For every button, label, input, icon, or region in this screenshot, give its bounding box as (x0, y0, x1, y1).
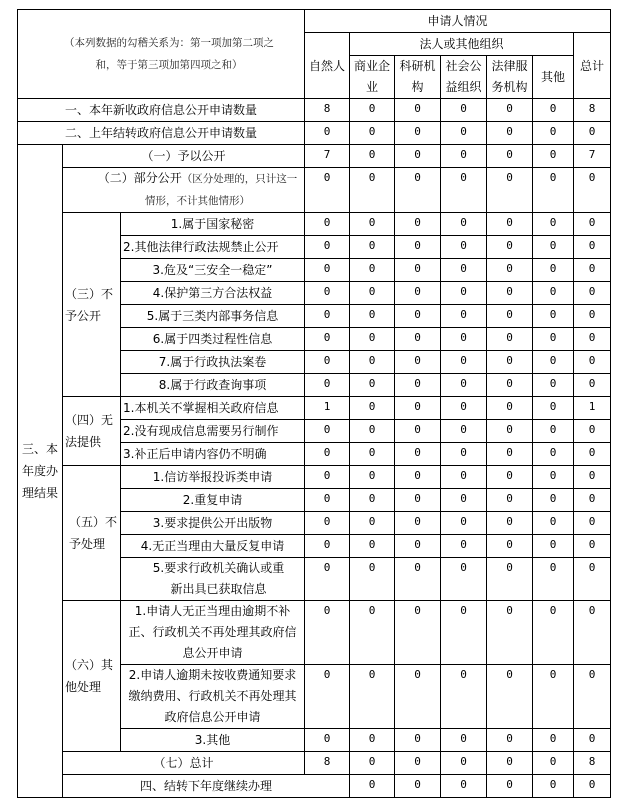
col-total: 总计 (574, 33, 611, 99)
value-cell: 0 (395, 259, 441, 282)
value-cell: 0 (441, 558, 487, 601)
col-commercial: 商业企业 (350, 56, 395, 99)
value-cell: 0 (395, 374, 441, 397)
value-cell: 0 (350, 535, 395, 558)
value-cell: 0 (487, 145, 533, 168)
value-cell: 0 (441, 466, 487, 489)
value-cell: 0 (441, 775, 487, 798)
value-cell: 0 (487, 489, 533, 512)
value-cell: 0 (574, 259, 611, 282)
value-cell: 0 (533, 601, 574, 665)
value-cell: 0 (533, 558, 574, 601)
row-label: 1.属于国家秘密 (121, 213, 305, 236)
value-cell: 0 (441, 489, 487, 512)
value-cell: 0 (574, 122, 611, 145)
row-label: 4.保护第三方合法权益 (121, 282, 305, 305)
row-label: 一、本年新收政府信息公开申请数量 (18, 99, 305, 122)
value-cell: 0 (441, 752, 487, 775)
value-cell: 0 (441, 351, 487, 374)
value-cell: 0 (574, 535, 611, 558)
value-cell: 0 (350, 305, 395, 328)
row-label: 3.要求提供公开出版物 (121, 512, 305, 535)
value-cell: 0 (574, 601, 611, 665)
value-cell: 0 (533, 752, 574, 775)
value-cell: 0 (441, 259, 487, 282)
row-label: （七）总计 (63, 752, 305, 775)
value-cell: 0 (350, 168, 395, 213)
value-cell: 0 (487, 351, 533, 374)
value-cell: 0 (350, 489, 395, 512)
value-cell: 0 (350, 775, 395, 798)
value-cell: 0 (305, 328, 350, 351)
value-cell: 0 (487, 99, 533, 122)
table-row (18, 145, 611, 168)
row-label: 2.申请人逾期未按收费通知要求缴纳费用、行政机关不再处理其政府信息公开申请 (121, 665, 305, 729)
value-cell: 0 (395, 282, 441, 305)
value-cell: 0 (395, 512, 441, 535)
partial-note: （区分处理的，只计这一情形，不计其他情形） (145, 173, 298, 207)
value-cell: 0 (574, 374, 611, 397)
value-cell: 0 (487, 259, 533, 282)
col-other: 其他 (533, 56, 574, 99)
value-cell: 0 (533, 535, 574, 558)
row-label: 3.补正后申请内容仍不明确 (121, 443, 305, 466)
value-cell: 0 (487, 374, 533, 397)
value-cell: 0 (395, 775, 441, 798)
group-4-label: （四）无法提供 (63, 397, 121, 466)
value-cell: 0 (441, 374, 487, 397)
value-cell: 0 (487, 328, 533, 351)
value-cell: 0 (487, 665, 533, 729)
value-cell: 0 (395, 420, 441, 443)
value-cell: 0 (305, 535, 350, 558)
value-cell: 0 (487, 729, 533, 752)
table-row (18, 775, 611, 798)
value-cell: 0 (533, 729, 574, 752)
row-label: 3.危及“三安全一稳定” (121, 259, 305, 282)
value-cell: 0 (395, 122, 441, 145)
value-cell: 0 (533, 665, 574, 729)
table-row (18, 752, 611, 775)
value-cell: 0 (574, 351, 611, 374)
value-cell: 0 (574, 729, 611, 752)
value-cell: 0 (487, 558, 533, 601)
value-cell: 0 (441, 535, 487, 558)
value-cell: 0 (305, 305, 350, 328)
value-cell: 0 (441, 305, 487, 328)
group-3-label: （三）不予公开 (63, 213, 121, 397)
value-cell: 0 (395, 443, 441, 466)
value-cell: 0 (574, 466, 611, 489)
value-cell: 0 (533, 259, 574, 282)
value-cell: 0 (395, 466, 441, 489)
value-cell: 0 (350, 236, 395, 259)
value-cell: 0 (441, 420, 487, 443)
value-cell: 0 (487, 601, 533, 665)
value-cell: 0 (350, 351, 395, 374)
value-cell: 0 (305, 558, 350, 601)
value-cell: 0 (533, 512, 574, 535)
value-cell: 0 (350, 374, 395, 397)
value-cell: 0 (574, 282, 611, 305)
value-cell: 0 (305, 374, 350, 397)
value-cell: 0 (487, 775, 533, 798)
partial-label: （二）部分公开 (97, 171, 182, 185)
value-cell: 8 (574, 752, 611, 775)
value-cell: 0 (395, 351, 441, 374)
value-cell: 0 (574, 305, 611, 328)
header-applicant: 申请人情况 (305, 10, 611, 33)
value-cell: 0 (487, 420, 533, 443)
value-cell: 0 (441, 601, 487, 665)
value-cell: 8 (305, 99, 350, 122)
value-cell: 0 (395, 305, 441, 328)
table-row (18, 168, 611, 213)
row-label: 1.信访举报投诉类申请 (121, 466, 305, 489)
section-3-label (18, 145, 63, 798)
value-cell: 0 (441, 236, 487, 259)
value-cell: 0 (305, 665, 350, 729)
value-cell: 0 (574, 775, 611, 798)
table-row (18, 466, 611, 489)
value-cell: 0 (574, 328, 611, 351)
value-cell: 0 (395, 535, 441, 558)
value-cell: 0 (305, 122, 350, 145)
col-legal-service: 法律服务机构 (487, 56, 533, 99)
value-cell: 0 (395, 729, 441, 752)
value-cell: 0 (441, 665, 487, 729)
value-cell: 0 (395, 752, 441, 775)
value-cell: 0 (574, 236, 611, 259)
table-row (18, 122, 611, 145)
value-cell: 0 (487, 397, 533, 420)
value-cell: 0 (350, 601, 395, 665)
value-cell: 0 (533, 236, 574, 259)
value-cell: 0 (441, 145, 487, 168)
value-cell: 0 (305, 351, 350, 374)
value-cell: 1 (574, 397, 611, 420)
row-label: 1.本机关不掌握相关政府信息 (121, 397, 305, 420)
col-public-welfare: 社会公益组织 (441, 56, 487, 99)
value-cell: 0 (487, 236, 533, 259)
value-cell: 0 (574, 443, 611, 466)
value-cell: 0 (350, 752, 395, 775)
value-cell: 0 (487, 282, 533, 305)
value-cell: 0 (395, 236, 441, 259)
value-cell: 0 (533, 351, 574, 374)
row-label: （一）予以公开 (63, 145, 305, 168)
value-cell: 0 (305, 236, 350, 259)
value-cell: 0 (487, 512, 533, 535)
value-cell: 0 (574, 213, 611, 236)
value-cell: 0 (533, 420, 574, 443)
value-cell: 0 (441, 213, 487, 236)
value-cell: 0 (487, 752, 533, 775)
value-cell: 0 (441, 512, 487, 535)
value-cell: 0 (350, 259, 395, 282)
value-cell: 7 (305, 145, 350, 168)
row-label: 四、结转下年度继续办理 (63, 775, 350, 798)
value-cell: 0 (395, 558, 441, 601)
value-cell: 0 (395, 168, 441, 213)
value-cell: 0 (574, 512, 611, 535)
value-cell: 0 (533, 122, 574, 145)
value-cell: 0 (487, 305, 533, 328)
value-cell: 0 (533, 145, 574, 168)
value-cell: 0 (350, 443, 395, 466)
value-cell: 0 (305, 489, 350, 512)
table-row (18, 99, 611, 122)
value-cell: 0 (350, 729, 395, 752)
value-cell: 0 (533, 328, 574, 351)
value-cell: 0 (350, 282, 395, 305)
row-label: 2.其他法律行政法规禁止公开 (121, 236, 305, 259)
value-cell: 0 (350, 397, 395, 420)
value-cell: 0 (487, 535, 533, 558)
value-cell: 0 (441, 99, 487, 122)
section-3-text: 三、本年度办理结果 (22, 442, 59, 500)
value-cell: 0 (533, 168, 574, 213)
value-cell: 0 (305, 512, 350, 535)
row-label: 8.属于行政查询事项 (121, 374, 305, 397)
value-cell: 0 (574, 665, 611, 729)
row-label: 2.重复申请 (121, 489, 305, 512)
row-label: 2.没有现成信息需要另行制作 (121, 420, 305, 443)
col-research: 科研机构 (395, 56, 441, 99)
value-cell: 0 (533, 99, 574, 122)
value-cell: 0 (441, 168, 487, 213)
row-label: 1.申请人无正当理由逾期不补正、行政机关不再处理其政府信息公开申请 (121, 601, 305, 665)
col-natural-person: 自然人 (305, 33, 350, 99)
gov-info-disclosure-table (17, 9, 611, 798)
row-label: 5.属于三类内部事务信息 (121, 305, 305, 328)
value-cell: 0 (395, 489, 441, 512)
value-cell: 0 (395, 145, 441, 168)
row-label: 7.属于行政执法案卷 (121, 351, 305, 374)
value-cell: 0 (395, 213, 441, 236)
value-cell: 0 (533, 489, 574, 512)
value-cell: 0 (395, 601, 441, 665)
value-cell: 0 (350, 122, 395, 145)
value-cell: 0 (441, 729, 487, 752)
value-cell: 0 (441, 328, 487, 351)
value-cell: 0 (574, 168, 611, 213)
value-cell: 8 (305, 752, 350, 775)
value-cell: 0 (350, 512, 395, 535)
value-cell: 0 (305, 168, 350, 213)
value-cell: 0 (350, 145, 395, 168)
row-label: 3.其他 (121, 729, 305, 752)
value-cell: 0 (395, 99, 441, 122)
value-cell: 0 (533, 282, 574, 305)
value-cell: 0 (350, 99, 395, 122)
table-row (18, 601, 611, 665)
value-cell: 0 (487, 466, 533, 489)
group-6-label: （六）其他处理 (63, 601, 121, 752)
row-label: 6.属于四类过程性信息 (121, 328, 305, 351)
value-cell: 0 (574, 558, 611, 601)
value-cell: 0 (305, 443, 350, 466)
value-cell: 0 (395, 397, 441, 420)
table-row (18, 213, 611, 236)
value-cell: 0 (574, 489, 611, 512)
value-cell: 0 (305, 259, 350, 282)
value-cell: 0 (395, 328, 441, 351)
value-cell: 0 (350, 213, 395, 236)
value-cell: 0 (395, 665, 441, 729)
value-cell: 0 (441, 282, 487, 305)
row-label: 二、上年结转政府信息公开申请数量 (18, 122, 305, 145)
value-cell: 0 (487, 122, 533, 145)
row-label: 5.要求行政机关确认或重新出具已获取信息 (121, 558, 305, 601)
table-row (18, 397, 611, 420)
value-cell: 0 (305, 729, 350, 752)
value-cell: 0 (305, 420, 350, 443)
value-cell: 0 (305, 466, 350, 489)
value-cell: 1 (305, 397, 350, 420)
value-cell: 0 (533, 443, 574, 466)
value-cell: 0 (441, 397, 487, 420)
value-cell: 0 (487, 168, 533, 213)
value-cell: 0 (533, 775, 574, 798)
group-5-label: （五）不予处理 (63, 466, 121, 601)
value-cell: 0 (441, 443, 487, 466)
value-cell: 0 (533, 397, 574, 420)
value-cell: 0 (350, 466, 395, 489)
value-cell: 0 (305, 213, 350, 236)
header-legal-group: 法人或其他组织 (350, 33, 574, 56)
value-cell: 7 (574, 145, 611, 168)
value-cell: 0 (487, 443, 533, 466)
value-cell: 0 (441, 122, 487, 145)
row-label: 4.无正当理由大量反复申请 (121, 535, 305, 558)
value-cell: 0 (350, 328, 395, 351)
header-note: （本列数据的勾稽关系为：第一项加第二项之和，等于第三项加第四项之和） (18, 10, 305, 99)
value-cell: 0 (533, 305, 574, 328)
value-cell: 0 (487, 213, 533, 236)
value-cell: 0 (574, 420, 611, 443)
value-cell: 0 (533, 466, 574, 489)
row-label (63, 168, 305, 213)
value-cell: 0 (350, 558, 395, 601)
value-cell: 0 (350, 665, 395, 729)
value-cell: 0 (533, 374, 574, 397)
value-cell: 0 (350, 420, 395, 443)
value-cell: 0 (533, 213, 574, 236)
value-cell: 0 (305, 282, 350, 305)
value-cell: 0 (305, 601, 350, 665)
value-cell: 8 (574, 99, 611, 122)
